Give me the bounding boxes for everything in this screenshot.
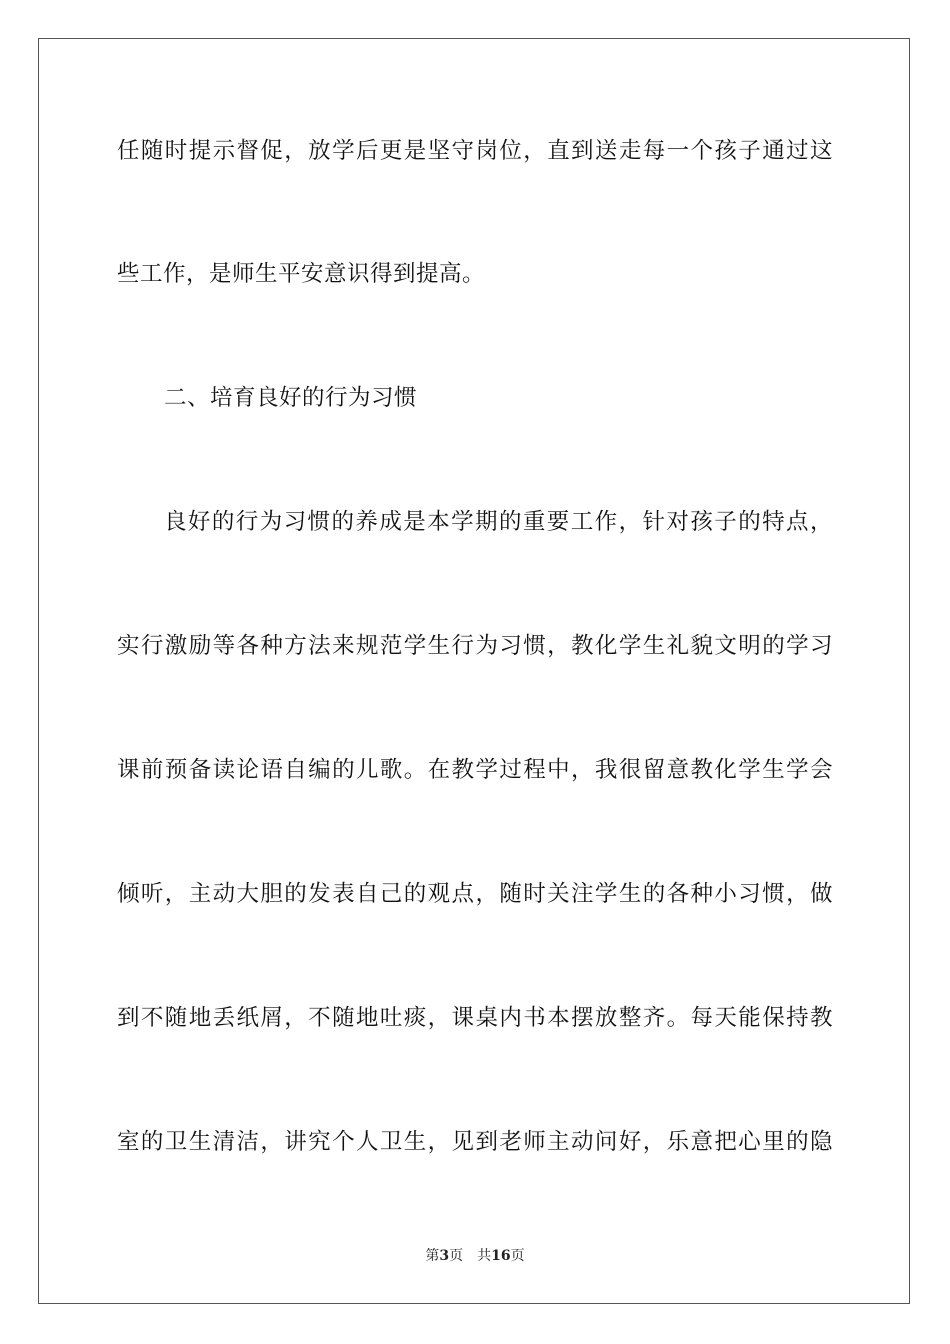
body-line-4: 实行激励等各种方法来规范学生行为习惯，教化学生礼貌文明的学习 xyxy=(117,633,833,659)
body-line-2: 些工作，是师生平安意识得到提高。 xyxy=(117,261,486,287)
total-prefix: 共 xyxy=(477,1248,492,1264)
body-line-6: 倾听，主动大胆的发表自己的观点，随时关注学生的各种小习惯，做 xyxy=(117,881,833,907)
body-line-3: 良好的行为习惯的养成是本学期的重要工作，针对孩子的特点， xyxy=(164,509,833,535)
section-heading: 二、培育良好的行为习惯 xyxy=(164,385,418,411)
total-suffix: 页 xyxy=(510,1248,525,1264)
total-pages: 16 xyxy=(491,1248,511,1264)
body-line-5: 课前预备读论语自编的儿歌。在教学过程中，我很留意教化学生学会 xyxy=(117,757,833,783)
page-border xyxy=(38,38,910,1304)
body-line-7: 到不随地丢纸屑，不随地吐痰，课桌内书本摆放整齐。每天能保持教 xyxy=(117,1005,833,1031)
body-line-8: 室的卫生清洁，讲究个人卫生，见到老师主动问好，乐意把心里的隐 xyxy=(117,1129,833,1155)
page-number: 3 xyxy=(439,1248,450,1264)
body-line-1: 任随时提示督促，放学后更是坚守岗位，直到送走每一个孩子通过这 xyxy=(117,138,833,164)
page-footer xyxy=(0,1247,950,1265)
page-suffix: 页 xyxy=(449,1248,464,1264)
page-prefix: 第 xyxy=(425,1248,440,1264)
